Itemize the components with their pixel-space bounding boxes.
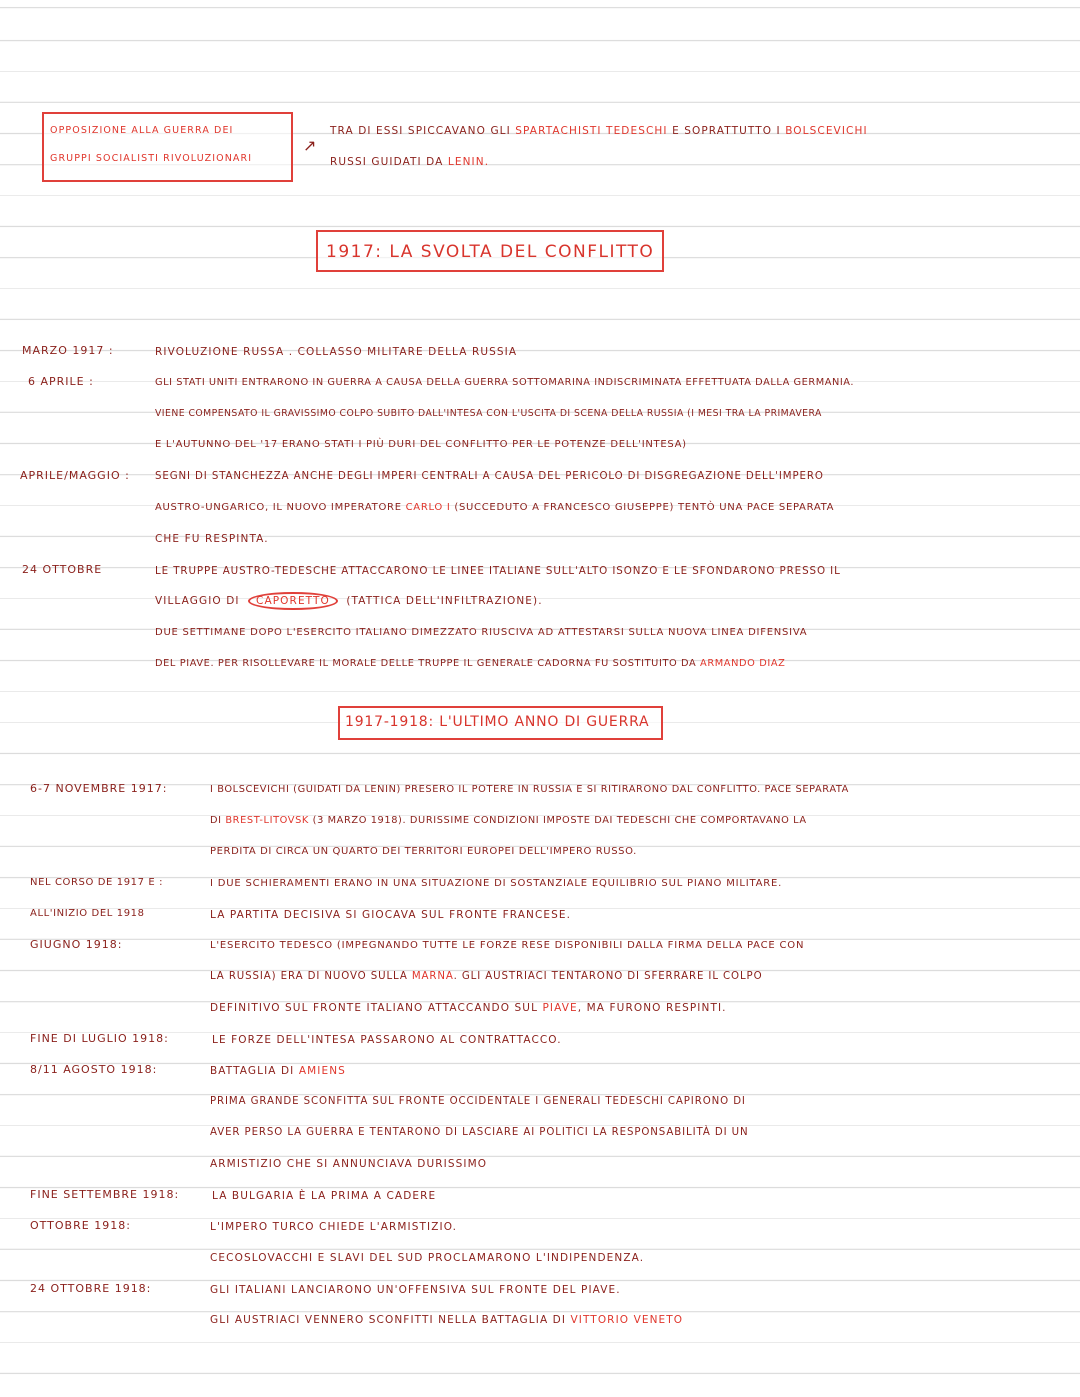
caporetto-circle: CAPORETTO — [248, 592, 338, 610]
entry-line: L'ESERCITO TEDESCO (IMPEGNANDO TUTTE LE FORZE RESE DISPONIBILI DALLA FIRMA DELLA PACE CON — [210, 940, 805, 951]
entry-date: 24 OTTOBRE — [22, 563, 103, 576]
entry-line: VIENE COMPENSATO IL GRAVISSIMO COLPO SUBITO DALL'INTESA CON L'USCITA DI SCENA DELLA RUSSIA (I MESI TRA LA PRIMAVERA — [155, 408, 822, 419]
entry-line: DUE SETTIMANE DOPO L'ESERCITO ITALIANO DIMEZZATO RIUSCIVA AD ATTESTARSI SULLA NUOVA LINEA DIFENSIVA — [155, 627, 808, 638]
header-text-line-1: TRA DI ESSI SPICCAVANO GLI SPARTACHISTI TEDESCHI E SOPRATTUTTO I BOLSCEVICHI — [330, 125, 868, 137]
entry-line: I DUE SCHIERAMENTI ERANO IN UNA SITUAZIONE DI SOSTANZIALE EQUILIBRIO SUL PIANO MILITARE. — [210, 878, 783, 889]
topic-box-line-2: GRUPPI SOCIALISTI RIVOLUZIONARI — [50, 153, 253, 164]
entry-date: MARZO 1917 : — [22, 344, 114, 357]
entry-date: APRILE/MAGGIO : — [20, 469, 130, 482]
entry-date: FINE DI LUGLIO 1918: — [30, 1032, 169, 1045]
entry-date: 6-7 NOVEMBRE 1917: — [30, 782, 168, 795]
entry-line: SEGNI DI STANCHEZZA ANCHE DEGLI IMPERI CENTRALI A CAUSA DEL PERICOLO DI DISGREGAZIONE DELL'IMPERO — [155, 471, 824, 482]
entry-line: DI BREST-LITOVSK (3 MARZO 1918). DURISSIME CONDIZIONI IMPOSTE DAI TEDESCHI CHE COMPORTAVANO LA — [210, 815, 807, 826]
entry-line: E L'AUTUNNO DEL '17 ERANO STATI I PIÙ DURI DEL CONFLITTO PER LE POTENZE DELL'INTESA) — [155, 439, 687, 450]
entry-date: GIUGNO 1918: — [30, 938, 123, 951]
entry-line: GLI ITALIANI LANCIARONO UN'OFFENSIVA SUL FRONTE DEL PIAVE. — [210, 1284, 621, 1296]
section-1-title: 1917: LA SVOLTA DEL CONFLITTO — [326, 242, 655, 262]
topic-box — [42, 112, 293, 182]
entry-line: GLI AUSTRIACI VENNERO SCONFITTI NELLA BATTAGLIA DI VITTORIO VENETO — [210, 1314, 684, 1326]
entry-line: LE TRUPPE AUSTRO-TEDESCHE ATTACCARONO LE LINEE ITALIANE SULL'ALTO ISONZO E LE SFONDARONO PRESSO IL — [155, 565, 841, 577]
entry-date: 8/11 AGOSTO 1918: — [30, 1063, 158, 1076]
entry-line: I BOLSCEVICHI (GUIDATI DA LENIN) PRESERO IL POTERE IN RUSSIA E SI RITIRARONO DAL CONFLITTO. PACE SEPARATA — [210, 784, 849, 795]
entry-line: AUSTRO-UNGARICO, IL NUOVO IMPERATORE CARLO I (SUCCEDUTO A FRANCESCO GIUSEPPE) TENTÒ UNA PACE SEPARATA — [155, 502, 835, 513]
entry-line: LA RUSSIA) ERA DI NUOVO SULLA MARNA. GLI AUSTRIACI TENTARONO DI SFERRARE IL COLPO — [210, 971, 763, 982]
entry-line: CECOSLOVACCHI E SLAVI DEL SUD PROCLAMARONO L'INDIPENDENZA. — [210, 1252, 645, 1264]
entry-line: LA PARTITA DECISIVA SI GIOCAVA SUL FRONTE FRANCESE. — [210, 909, 572, 921]
entry-line: PRIMA GRANDE SCONFITTA SUL FRONTE OCCIDENTALE I GENERALI TEDESCHI CAPIRONO DI — [210, 1096, 746, 1107]
entry-date: 6 APRILE : — [28, 375, 94, 388]
entry-date: FINE SETTEMBRE 1918: — [30, 1188, 180, 1201]
entry-line: LE FORZE DELL'INTESA PASSARONO AL CONTRATTACCO. — [212, 1034, 562, 1046]
entry-line: DEFINITIVO SUL FRONTE ITALIANO ATTACCANDO SUL PIAVE, MA FURONO RESPINTI. — [210, 1002, 727, 1014]
entry-date: OTTOBRE 1918: — [30, 1219, 131, 1232]
topic-box-line-1: OPPOSIZIONE ALLA GUERRA DEI — [50, 125, 234, 136]
entry-line: LA BULGARIA È LA PRIMA A CADERE — [212, 1190, 437, 1202]
entry-line: PERDITA DI CIRCA UN QUARTO DEI TERRITORI EUROPEI DELL'IMPERO RUSSO. — [210, 846, 637, 857]
entry-date: NEL CORSO DE 1917 E : — [30, 877, 164, 888]
entry-line: CHE FU RESPINTA. — [155, 533, 269, 545]
entry-line: BATTAGLIA DI AMIENS — [210, 1065, 346, 1077]
arrow-icon: ↗ — [303, 138, 317, 155]
entry-line: RIVOLUZIONE RUSSA . COLLASSO MILITARE DELLA RUSSIA — [155, 346, 518, 358]
entry-line: DEL PIAVE. PER RISOLLEVARE IL MORALE DELLE TRUPPE IL GENERALE CADORNA FU SOSTITUITO DA ARMANDO DIAZ — [155, 658, 786, 669]
entry-line: VILLAGGIO DI CAPORETTO (TATTICA DELL'INFILTRAZIONE). — [155, 594, 543, 608]
entry-date: ALL'INIZIO DEL 1918 — [30, 908, 145, 919]
entry-line: GLI STATI UNITI ENTRARONO IN GUERRA A CAUSA DELLA GUERRA SOTTOMARINA INDISCRIMINATA EFFETTUATA DALLA GERMANIA. — [155, 377, 855, 388]
entry-line: AVER PERSO LA GUERRA E TENTARONO DI LASCIARE AI POLITICI LA RESPONSABILITÀ DI UN — [210, 1127, 749, 1138]
entry-line: L'IMPERO TURCO CHIEDE L'ARMISTIZIO. — [210, 1221, 458, 1233]
entry-date: 24 OTTOBRE 1918: — [30, 1282, 152, 1295]
section-2-title: 1917-1918: L'ULTIMO ANNO DI GUERRA — [345, 714, 650, 730]
header-text-line-2: RUSSI GUIDATI DA LENIN. — [330, 156, 490, 168]
entry-line: ARMISTIZIO CHE SI ANNUNCIAVA DURISSIMO — [210, 1158, 488, 1170]
